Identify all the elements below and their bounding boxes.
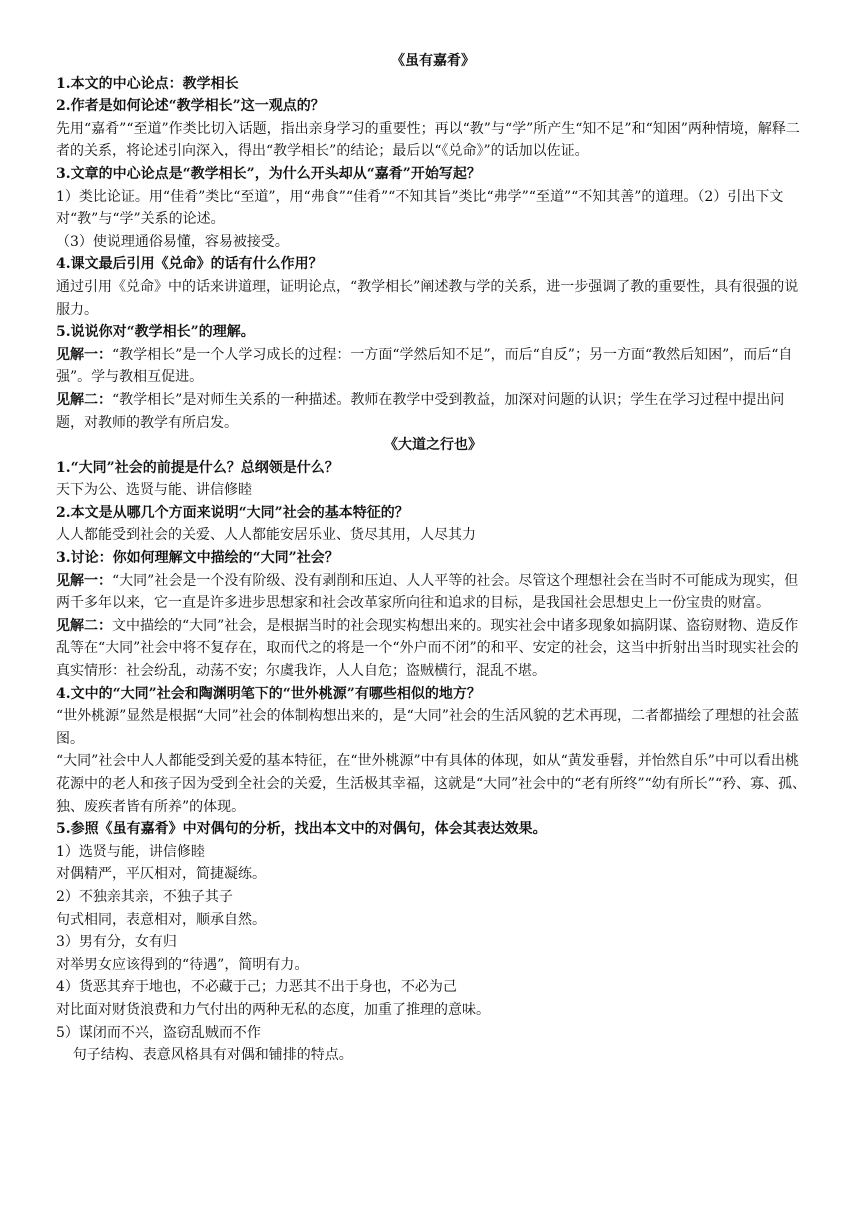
s1-answer-3-part1: 1）类比论证。用“佳肴”类比“至道”，用“弗食”“佳肴”“不知其旨”类比“弗学”“至道”“不知其善”的道理。（2）引出下文对“教”与“学”关系的论述。 — [56, 188, 784, 228]
viewpoint-text: “教学相长”是对师生关系的一种描述。教师在教学中受到教益，加深对问题的认识；学生在学习过程中提出问题，对教师的教学有所启发。 — [56, 391, 785, 431]
s2-effect-5: 句子结构、表意风格具有对偶和铺排的特点。 — [72, 1047, 353, 1064]
s2-answer-1: 天下为公、选贤与能、讲信修睦 — [56, 482, 252, 499]
viewpoint-label: 见解一： — [56, 346, 112, 363]
section1-title: 《虽有嘉肴》 — [391, 53, 475, 69]
s2-viewpoint-2 — [56, 615, 810, 683]
viewpoint-label: 见解二： — [56, 617, 112, 634]
s2-sentence-5: 5）谋闭而不兴，盗窃乱贼而不作 — [56, 1024, 261, 1041]
s2-viewpoint-1 — [56, 570, 810, 615]
viewpoint-label: 见解一： — [56, 572, 112, 589]
s2-question-5: 5.参照《虽有嘉肴》中对偶句的分析，找出本文中的对偶句，体会其表达效果。 — [56, 821, 547, 838]
s1-answer-3-part2: （3）使说理通俗易懂，容易被接受。 — [56, 233, 289, 250]
s2-question-3: 3.讨论：你如何理解文中描绘的“大同”社会？ — [56, 550, 339, 567]
s2-question-4: 4.文中的“大同”社会和陶渊明笔下的“世外桃源”有哪些相似的地方？ — [56, 685, 481, 702]
s1-viewpoint-1 — [56, 344, 810, 389]
s2-sentence-4: 4）货恶其弃于地也，不必藏于己；力恶其不出于身也，不必为己 — [56, 979, 457, 996]
s1-viewpoint-2 — [56, 389, 810, 434]
s2-sentence-2: 2）不独亲其亲，不独子其子 — [56, 888, 233, 905]
viewpoint-text: 文中描绘的“大同”社会，是根据当时的社会现实构想出来的。现实社会中诸多现象如搞阴谋、盗窃财物、造反作乱等在“大同”社会中将不复存在，取而代之的将是一个“外户而不闭”的和平、安定的社会，这当中折射出当时现实社会的真实情形：社会纷乱，动荡不安；尔虞我诈，人人自危；盗贼横行，混乱不堪。 — [56, 617, 799, 680]
s1-question-3: 3.文章的中心论点是“教学相长”，为什么开头却从“嘉肴”开始写起？ — [56, 165, 481, 182]
s1-answer-2: 先用“嘉肴”“至道”作类比切入话题，指出亲身学习的重要性；再以“教”与“学”所产生“知不足”和“知困”两种情境，解释二者的关系，将论述引向深入，得出“教学相长”的结论；最后以“《兑命》”的话加以佐证。 — [56, 120, 800, 160]
s1-answer-4: 通过引用《兑命》中的话来讲道理，证明论点，“教学相长”阐述教与学的关系，进一步强调了教的重要性，具有很强的说服力。 — [56, 278, 799, 318]
s2-sentence-1: 1）选贤与能，讲信修睦 — [56, 843, 205, 860]
section2-title: 《大道之行也》 — [384, 437, 482, 454]
s2-answer-4-part2: “大同”社会中人人都能受到关爱的基本特征，在“世外桃源”中有具体的体现，如从“黄发垂髫，并怡然自乐”中可以看出桃花源中的老人和孩子因为受到全社会的关爱，生活极其幸福，这就是“大同”社会中的“老有所终”“幼有所长”“矜、寡、孤、独、废疾者皆有所养”的体现。 — [56, 753, 807, 815]
s2-question-2: 2.本文是从哪几个方面来说明“大同”社会的基本特征的？ — [56, 504, 409, 521]
viewpoint-label: 见解二： — [56, 391, 112, 408]
s2-answer-4-part1: “世外桃源”显然是根据“大同”社会的体制构想出来的，是“大同”社会的生活风貌的艺术再现，二者都描绘了理想的社会蓝图。 — [56, 708, 799, 747]
s2-effect-1: 对偶精严，平仄相对，简捷凝练。 — [56, 866, 266, 883]
s2-answer-2: 人人都能受到社会的关爱、人人都能安居乐业、货尽其用，人尽其力 — [56, 527, 476, 544]
s1-question-2: 2.作者是如何论述“教学相长”这一观点的？ — [56, 98, 325, 115]
s2-sentence-3: 3）男有分，女有归 — [56, 934, 177, 951]
viewpoint-text: “大同”社会是一个没有阶级、没有剥削和压迫、人人平等的社会。尽管这个理想社会在当时不可能成为现实，但两千多年以来，它一直是许多进步思想家和社会改革家所向往和追求的目标，是我国社会思想史上一份宝贵的财富。 — [56, 572, 799, 612]
s2-question-1: 1.“大同”社会的前提是什么？总纲领是什么？ — [56, 459, 339, 476]
s2-effect-4: 对比面对财货浪费和力气付出的两种无私的态度，加重了推理的意味。 — [56, 1001, 490, 1018]
s2-effect-3: 对举男女应该得到的“待遇”，简明有力。 — [56, 956, 309, 973]
s2-effect-2: 句式相同，表意相对，顺承自然。 — [56, 911, 266, 928]
viewpoint-text: “教学相长”是一个人学习成长的过程：一方面“学然后知不足”，而后“自反”；另一方面“教然后知困”，而后“自强”。学与教相互促进。 — [56, 346, 793, 386]
s1-question-1: 1.本文的中心论点：教学相长 — [56, 75, 239, 92]
s1-question-5: 5.说说你对“教学相长”的理解。 — [56, 324, 255, 341]
s1-question-4: 4.课文最后引用《兑命》的话有什么作用？ — [56, 256, 323, 273]
